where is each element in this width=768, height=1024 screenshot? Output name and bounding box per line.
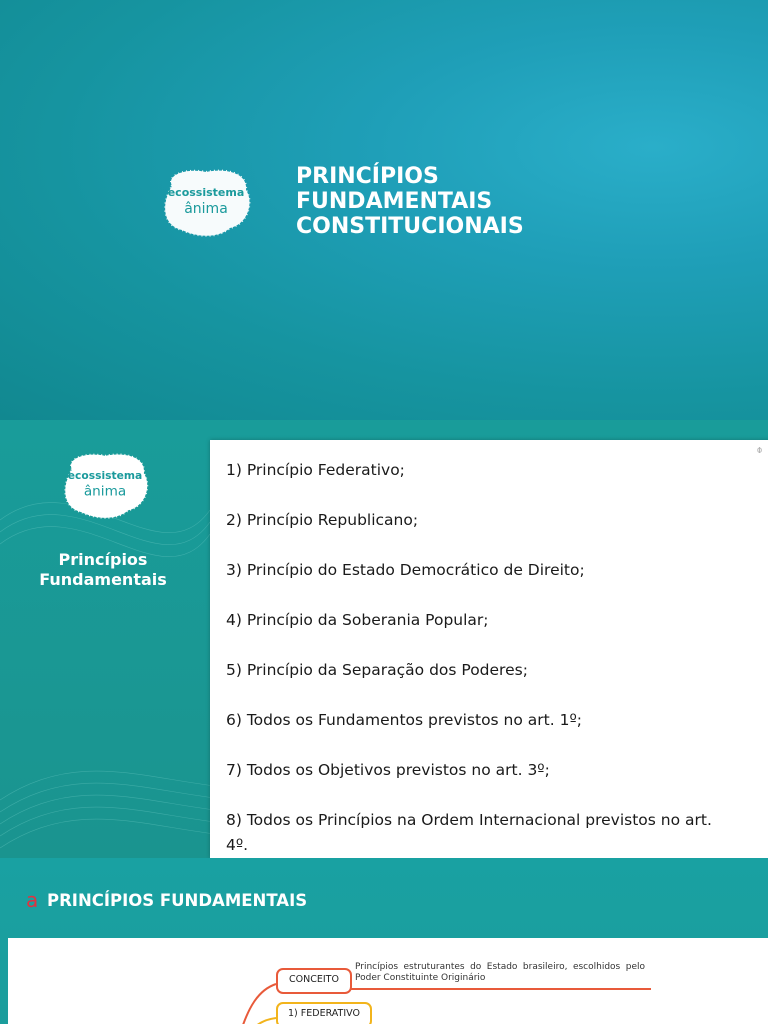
principles-list-slide: [0, 420, 768, 858]
title-line-3: CONSTITUCIONAIS: [296, 214, 524, 239]
list-item: 4) Princípio da Soberania Popular;: [226, 611, 489, 629]
slide-heading: PRINCÍPIOS FUNDAMENTAIS: [47, 891, 308, 910]
section-title: [20, 550, 186, 590]
federativo-node: 1) FEDERATIVO: [276, 1002, 372, 1024]
list-item: 7) Todos os Objetivos previstos no art. 3º;: [226, 761, 550, 779]
list-item: 2) Princípio Republicano;: [226, 511, 419, 529]
principles-list: [226, 458, 736, 858]
ecossistema-anima-logo: [158, 166, 254, 238]
title-line-2: FUNDAMENTAIS: [296, 189, 493, 214]
ecossistema-anima-logo: [58, 450, 152, 520]
logo-line1: ecossistema: [167, 186, 245, 199]
logo-line2: ânima: [184, 201, 228, 217]
list-item: 5) Princípio da Separação dos Poderes;: [226, 661, 528, 679]
list-item: 6) Todos os Fundamentos previstos no art. 1º;: [226, 711, 582, 729]
title-line-1: PRINCÍPIOS: [296, 164, 439, 189]
conceito-node: CONCEITO: [276, 968, 352, 994]
title-slide: [0, 0, 768, 420]
mindmap-card: [8, 938, 768, 1024]
principles-panel: [210, 440, 768, 858]
panel-mark: Ф: [757, 446, 762, 455]
note-underline: [351, 988, 651, 990]
list-item: 8) Todos os Princípios na Ordem Internacional previstos no art. 4º.: [226, 811, 712, 854]
logo-line2: ânima: [83, 483, 127, 500]
conceito-note: Princípios estruturantes do Estado brasileiro, escolhidos pelo Poder Constituinte Originário: [355, 962, 645, 983]
mindmap-slide: [0, 858, 768, 1024]
presentation-title: [296, 164, 626, 239]
list-item: 1) Princípio Federativo;: [226, 461, 405, 479]
section-title-line-1: Princípios: [58, 550, 148, 569]
list-item: 3) Princípio do Estado Democrático de Direito;: [226, 561, 585, 579]
logo-line1: ecossistema: [67, 469, 143, 483]
heading-bullet: a: [26, 888, 39, 912]
section-title-line-2: Fundamentais: [39, 570, 167, 589]
